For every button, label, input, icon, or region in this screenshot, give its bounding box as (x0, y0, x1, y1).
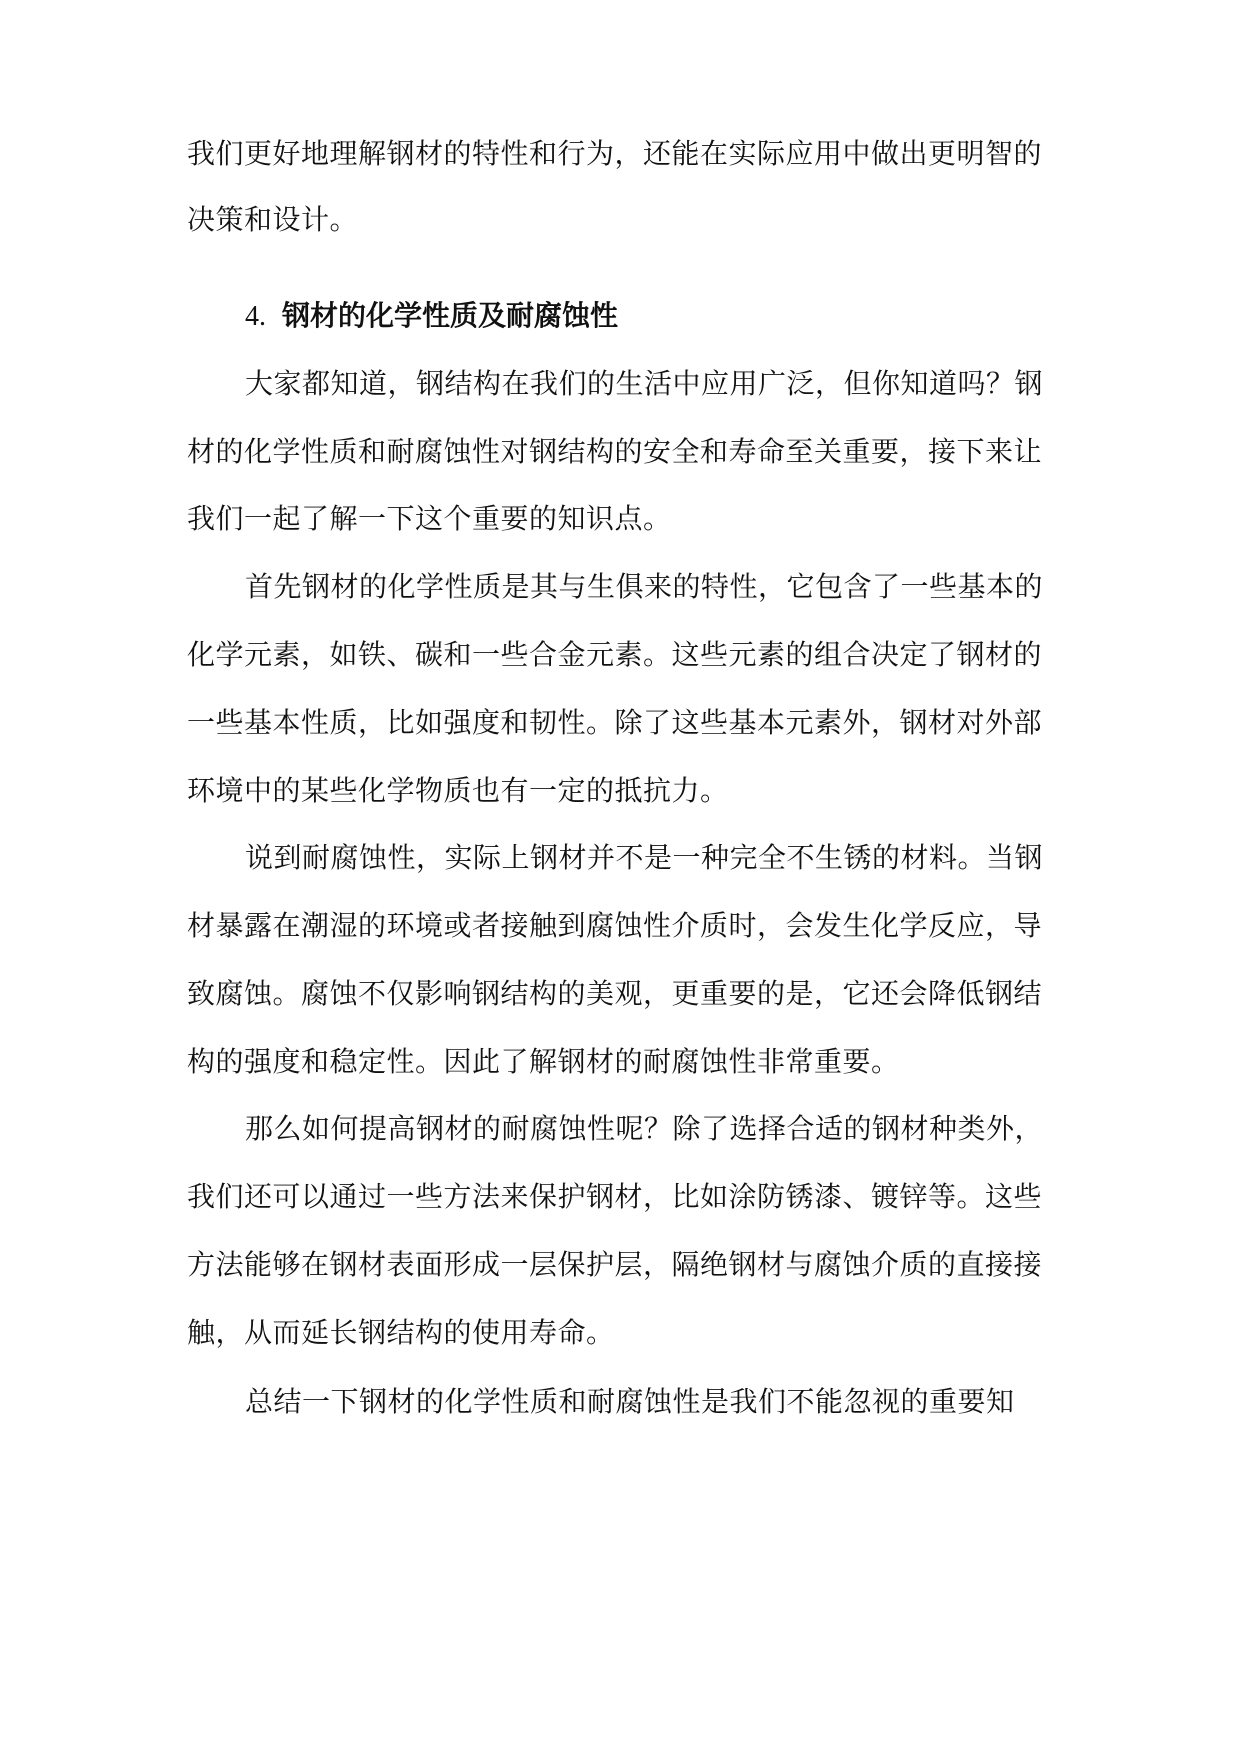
paragraph-line: 总结一下钢材的化学性质和耐腐蚀性是我们不能忽视的重要知 (245, 1385, 1015, 1418)
paragraph-line: 我们一起了解一下这个重要的知识点。 (187, 502, 672, 535)
paragraph-line: 我们更好地理解钢材的特性和行为，还能在实际应用中做出更明智的 (187, 137, 1043, 170)
paragraph-line: 我们还可以通过一些方法来保护钢材，比如涂防锈漆、镀锌等。这些 (187, 1180, 1043, 1213)
paragraph-line: 说到耐腐蚀性，实际上钢材并不是一种完全不生锈的材料。当钢 (245, 841, 1044, 874)
paragraph-line: 那么如何提高钢材的耐腐蚀性呢？除了选择合适的钢材种类外， (245, 1112, 1044, 1145)
paragraph-line: 触，从而延长钢结构的使用寿命。 (187, 1316, 615, 1349)
paragraph-line: 构的强度和稳定性。因此了解钢材的耐腐蚀性非常重要。 (187, 1045, 900, 1078)
paragraph-line: 首先钢材的化学性质是其与生俱来的特性，它包含了一些基本的 (245, 570, 1044, 603)
section-title: 钢材的化学性质及耐腐蚀性 (282, 299, 619, 332)
paragraph-line: 大家都知道，钢结构在我们的生活中应用广泛，但你知道吗？钢 (245, 367, 1044, 400)
paragraph-line: 化学元素，如铁、碳和一些合金元素。这些元素的组合决定了钢材的 (187, 638, 1043, 671)
paragraph-line: 环境中的某些化学物质也有一定的抵抗力。 (187, 774, 729, 807)
section-number: 4. (245, 301, 266, 332)
paragraph-line: 材暴露在潮湿的环境或者接触到腐蚀性介质时，会发生化学反应，导 (187, 909, 1043, 942)
paragraph-line: 一些基本性质，比如强度和韧性。除了这些基本元素外，钢材对外部 (187, 706, 1043, 739)
section-heading (245, 296, 618, 337)
paragraph-line: 决策和设计。 (187, 203, 359, 236)
paragraph-line: 致腐蚀。腐蚀不仅影响钢结构的美观，更重要的是，它还会降低钢结 (187, 977, 1043, 1010)
paragraph-line: 材的化学性质和耐腐蚀性对钢结构的安全和寿命至关重要，接下来让 (187, 435, 1043, 468)
paragraph-line: 方法能够在钢材表面形成一层保护层，隔绝钢材与腐蚀介质的直接接 (187, 1248, 1043, 1281)
